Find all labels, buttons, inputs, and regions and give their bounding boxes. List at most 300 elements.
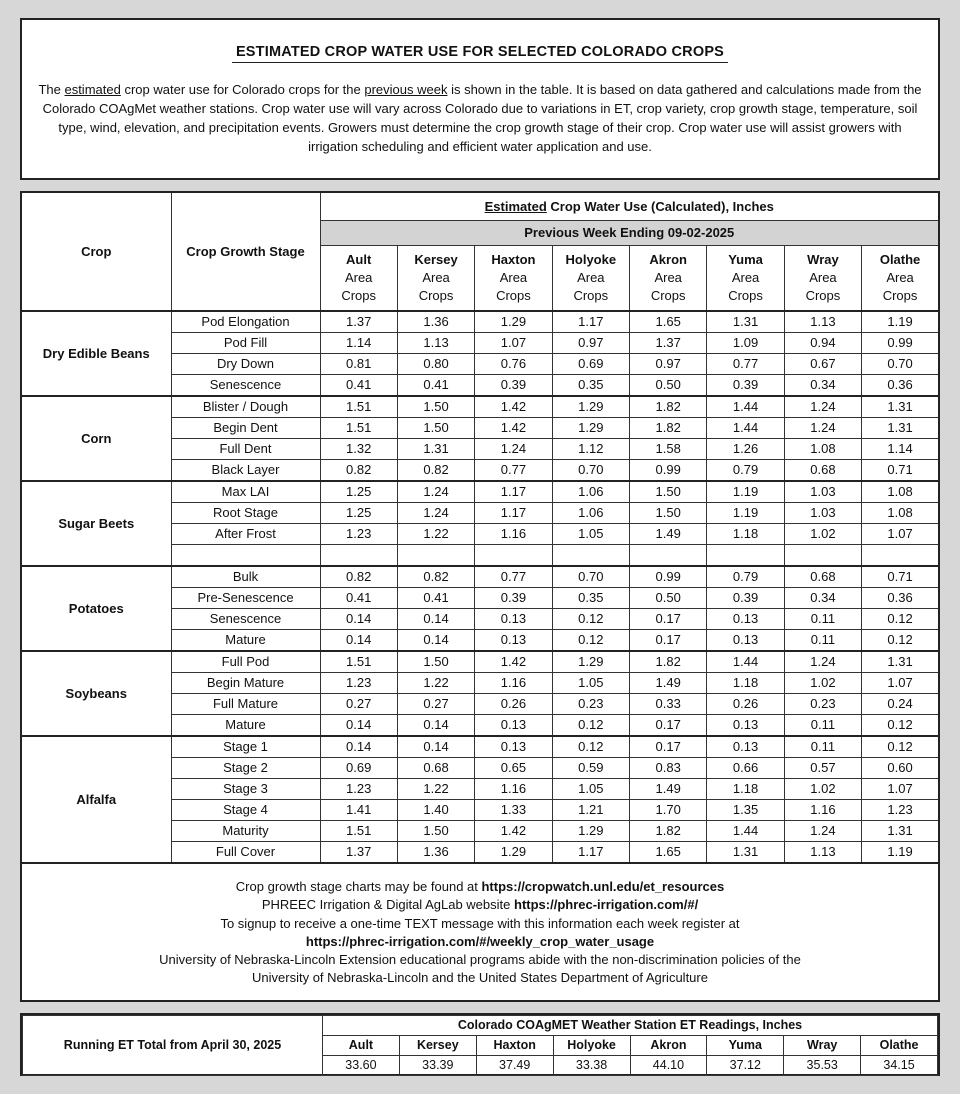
water-use-cell: 0.99 — [862, 333, 939, 354]
water-use-cell: 0.34 — [784, 588, 861, 609]
crop-name-cell: Potatoes — [21, 566, 171, 651]
location-crops-label: Crops — [882, 288, 918, 303]
water-use-cell: 1.42 — [475, 651, 552, 673]
page-title: ESTIMATED CROP WATER USE FOR SELECTED COLORADO CROPS — [22, 44, 938, 60]
water-use-cell: 1.17 — [475, 503, 552, 524]
et-location-yuma: Yuma — [707, 1036, 784, 1056]
water-use-cell: 1.51 — [320, 651, 397, 673]
water-use-cell: 1.50 — [397, 396, 474, 418]
water-use-cell: 0.13 — [707, 715, 784, 737]
water-use-cell: 0.11 — [784, 736, 861, 758]
water-use-cell: 1.09 — [707, 333, 784, 354]
water-use-cell: 0.24 — [862, 694, 939, 715]
water-use-cell: 1.19 — [707, 481, 784, 503]
et-value-cell: 37.12 — [707, 1056, 784, 1076]
water-use-cell: 1.17 — [552, 311, 629, 333]
water-use-cell: 0.12 — [552, 715, 629, 737]
water-use-cell: 1.18 — [707, 524, 784, 545]
water-use-cell: 1.65 — [630, 842, 707, 864]
water-use-cell: 0.79 — [707, 460, 784, 482]
water-use-cell: 1.02 — [784, 524, 861, 545]
location-name: Haxton — [491, 252, 536, 267]
water-use-cell: 1.14 — [320, 333, 397, 354]
water-use-cell: 1.36 — [397, 842, 474, 864]
water-use-cell: 0.12 — [552, 609, 629, 630]
water-use-cell: 0.83 — [630, 758, 707, 779]
table-row — [21, 396, 939, 418]
water-use-cell: 1.35 — [707, 800, 784, 821]
water-use-cell: 0.36 — [862, 375, 939, 397]
water-use-cell: 0.14 — [320, 715, 397, 737]
et-location-haxton: Haxton — [476, 1036, 553, 1056]
water-use-cell: 0.70 — [862, 354, 939, 375]
growth-stage-cell: Max LAI — [171, 481, 320, 503]
location-crops-label: Crops — [805, 288, 841, 303]
water-use-cell: 0.13 — [475, 715, 552, 737]
water-use-cell: 1.49 — [630, 524, 707, 545]
crop-name-cell: Dry Edible Beans — [21, 311, 171, 396]
water-use-cell: 0.14 — [320, 609, 397, 630]
water-use-cell: 1.58 — [630, 439, 707, 460]
water-use-cell: 0.17 — [630, 736, 707, 758]
header-panel — [20, 18, 940, 180]
water-use-cell: 0.35 — [552, 588, 629, 609]
et-value-cell: 44.10 — [630, 1056, 707, 1076]
water-use-cell: 0.11 — [784, 609, 861, 630]
et-value-cell: 33.39 — [399, 1056, 476, 1076]
water-use-cell: 1.42 — [475, 396, 552, 418]
week-ending-header: Previous Week Ending 09-02-2025 — [320, 221, 939, 246]
growth-stage-cell: Blister / Dough — [171, 396, 320, 418]
water-use-cell: 0.39 — [475, 588, 552, 609]
water-use-cell: 1.44 — [707, 418, 784, 439]
water-use-cell: 1.02 — [784, 779, 861, 800]
water-use-cell: 1.22 — [397, 524, 474, 545]
water-use-cell: 1.19 — [862, 311, 939, 333]
running-et-header: Colorado COAgMET Weather Station ET Readings, Inches — [323, 1016, 938, 1036]
water-use-cell: 0.12 — [862, 736, 939, 758]
water-use-cell: 1.29 — [552, 651, 629, 673]
water-use-cell: 1.37 — [630, 333, 707, 354]
water-use-cell: 0.70 — [552, 566, 629, 588]
water-use-cell: 1.21 — [552, 800, 629, 821]
water-use-cell: 1.24 — [784, 396, 861, 418]
water-use-cell: 1.24 — [397, 503, 474, 524]
water-use-cell: 1.82 — [630, 396, 707, 418]
water-use-cell: 1.16 — [475, 779, 552, 800]
water-use-cell: 0.26 — [475, 694, 552, 715]
water-use-cell: 0.69 — [320, 758, 397, 779]
water-use-cell: 0.70 — [552, 460, 629, 482]
water-use-cell: 1.23 — [320, 524, 397, 545]
location-header-ault — [320, 246, 397, 312]
water-use-cell: 0.17 — [630, 609, 707, 630]
water-use-cell: 1.31 — [862, 821, 939, 842]
water-use-cell: 1.50 — [397, 418, 474, 439]
et-value-cell: 35.53 — [784, 1056, 861, 1076]
water-use-cell: 0.65 — [475, 758, 552, 779]
et-location-olathe: Olathe — [861, 1036, 938, 1056]
water-use-cell: 1.50 — [397, 821, 474, 842]
water-use-cell: 1.08 — [862, 503, 939, 524]
location-area-label: Area — [577, 270, 605, 285]
location-crops-label: Crops — [496, 288, 531, 303]
water-use-cell: 0.39 — [707, 588, 784, 609]
growth-stage-cell: Pre-Senescence — [171, 588, 320, 609]
notes-line-policy-1: University of Nebraska-Lincoln Extension educational programs abide with the non-discrimination policies of the — [159, 952, 801, 968]
notes-panel — [20, 862, 940, 1002]
growth-stage-cell: Stage 2 — [171, 758, 320, 779]
water-use-cell: 0.12 — [552, 630, 629, 652]
water-use-cell: 0.14 — [397, 609, 474, 630]
location-name: Yuma — [728, 252, 763, 267]
location-crops-label: Crops — [341, 288, 377, 303]
water-use-cell: 0.66 — [707, 758, 784, 779]
water-use-cell: 1.26 — [707, 439, 784, 460]
water-use-cell: 0.77 — [475, 566, 552, 588]
running-et-label: Running ET Total from April 30, 2025 — [23, 1016, 323, 1076]
growth-stage-cell: Pod Elongation — [171, 311, 320, 333]
water-use-cell: 1.12 — [552, 439, 629, 460]
table-row — [21, 481, 939, 503]
water-use-cell: 0.33 — [630, 694, 707, 715]
water-use-cell: 0.14 — [320, 736, 397, 758]
running-et-panel — [20, 1013, 940, 1076]
table-row — [21, 566, 939, 588]
location-header-akron — [630, 246, 707, 312]
growth-stage-cell: Bulk — [171, 566, 320, 588]
crop-name-cell: Soybeans — [21, 651, 171, 736]
water-use-cell: 1.24 — [475, 439, 552, 460]
water-use-cell: 1.13 — [784, 311, 861, 333]
signup-link[interactable]: https://phrec-irrigation.com/#/weekly_crop_water_usage — [305, 933, 655, 949]
water-use-cell: 1.32 — [320, 439, 397, 460]
water-use-cell: 0.23 — [552, 694, 629, 715]
water-use-cell: 1.44 — [707, 821, 784, 842]
water-use-cell: 1.08 — [784, 439, 861, 460]
growth-stage-cell: Maturity — [171, 821, 320, 842]
notes-text — [32, 878, 928, 988]
growth-stage-cell: Stage 3 — [171, 779, 320, 800]
water-use-cell: 1.03 — [784, 481, 861, 503]
water-use-cell — [320, 545, 397, 567]
water-use-cell — [784, 545, 861, 567]
location-crops-label: Crops — [418, 288, 454, 303]
water-use-cell: 0.57 — [784, 758, 861, 779]
water-use-cell: 0.35 — [552, 375, 629, 397]
water-use-cell: 1.42 — [475, 821, 552, 842]
location-crops-label: Crops — [728, 288, 763, 303]
et-value-cell: 33.60 — [323, 1056, 400, 1076]
water-use-cell: 0.50 — [630, 588, 707, 609]
et-value-cell: 34.15 — [861, 1056, 938, 1076]
water-use-cell: 1.51 — [320, 821, 397, 842]
growth-stage-cell: Full Pod — [171, 651, 320, 673]
water-use-cell: 1.31 — [862, 418, 939, 439]
growth-stage-cell: Senescence — [171, 375, 320, 397]
water-use-cell: 0.13 — [707, 609, 784, 630]
et-value-cell: 33.38 — [553, 1056, 630, 1076]
water-use-cell: 0.17 — [630, 715, 707, 737]
water-use-cell: 0.34 — [784, 375, 861, 397]
water-use-cell: 0.13 — [707, 630, 784, 652]
location-header-kersey — [397, 246, 474, 312]
water-use-cell — [630, 545, 707, 567]
water-use-cell: 0.41 — [320, 588, 397, 609]
et-location-ault: Ault — [323, 1036, 400, 1056]
table-row — [21, 651, 939, 673]
water-use-cell: 1.22 — [397, 779, 474, 800]
table-row — [21, 736, 939, 758]
crop-name-cell: Sugar Beets — [21, 481, 171, 566]
water-use-cell: 1.82 — [630, 651, 707, 673]
location-header-haxton — [475, 246, 552, 312]
location-area-label: Area — [499, 270, 528, 285]
water-use-cell: 0.14 — [397, 630, 474, 652]
water-use-cell: 1.24 — [397, 481, 474, 503]
location-name: Akron — [649, 252, 687, 267]
water-use-cell: 1.37 — [320, 842, 397, 864]
et-location-akron: Akron — [630, 1036, 707, 1056]
water-use-cell: 1.17 — [552, 842, 629, 864]
water-use-cell: 0.68 — [397, 758, 474, 779]
water-use-cell: 1.25 — [320, 481, 397, 503]
cropwatch-link[interactable]: https://cropwatch.unl.edu/et_resources — [481, 879, 725, 894]
location-crops-label: Crops — [573, 288, 609, 303]
water-use-cell: 0.77 — [707, 354, 784, 375]
water-use-cell: 1.33 — [475, 800, 552, 821]
water-use-cell: 1.50 — [397, 651, 474, 673]
location-area-label: Area — [731, 270, 760, 285]
water-use-cell: 0.81 — [320, 354, 397, 375]
water-use-cell: 0.12 — [862, 609, 939, 630]
water-use-cell — [475, 545, 552, 567]
crop-water-table — [20, 191, 940, 864]
water-use-cell: 0.82 — [397, 460, 474, 482]
water-use-cell: 0.97 — [552, 333, 629, 354]
water-use-cell: 1.13 — [784, 842, 861, 864]
water-use-cell: 0.41 — [397, 588, 474, 609]
location-header-holyoke — [552, 246, 629, 312]
water-use-cell: 0.76 — [475, 354, 552, 375]
water-use-cell: 1.42 — [475, 418, 552, 439]
water-use-cell: 0.71 — [862, 566, 939, 588]
water-use-cell: 0.97 — [630, 354, 707, 375]
water-use-cell: 1.23 — [320, 673, 397, 694]
water-use-cell: 0.69 — [552, 354, 629, 375]
water-use-cell: 1.37 — [320, 311, 397, 333]
water-use-cell: 0.36 — [862, 588, 939, 609]
water-use-cell: 1.50 — [630, 503, 707, 524]
water-use-cell: 1.29 — [552, 396, 629, 418]
water-use-cell: 0.82 — [320, 566, 397, 588]
water-use-cell: 0.80 — [397, 354, 474, 375]
location-header-wray — [784, 246, 861, 312]
water-use-cell: 1.31 — [707, 311, 784, 333]
location-area-label: Area — [809, 270, 837, 285]
growth-stage-cell: Begin Dent — [171, 418, 320, 439]
location-header-olathe — [862, 246, 939, 312]
water-use-cell: 0.67 — [784, 354, 861, 375]
water-use-cell: 0.14 — [397, 736, 474, 758]
notes-line-phreec: PHREEC Irrigation & Digital AgLab website https://phrec-irrigation.com/#/ — [261, 897, 699, 913]
water-use-cell: 1.18 — [707, 779, 784, 800]
water-use-cell: 0.77 — [475, 460, 552, 482]
growth-stage-cell — [171, 545, 320, 567]
water-use-cell: 1.82 — [630, 418, 707, 439]
water-use-cell: 1.24 — [784, 821, 861, 842]
location-area-label: Area — [654, 270, 682, 285]
water-use-cell — [862, 545, 939, 567]
phreec-link[interactable]: https://phrec-irrigation.com/#/ — [514, 897, 699, 913]
location-area-label: Area — [886, 270, 914, 285]
water-use-cell: 0.41 — [397, 375, 474, 397]
location-name: Holyoke — [565, 252, 617, 267]
water-use-cell: 0.14 — [397, 715, 474, 737]
et-location-holyoke: Holyoke — [553, 1036, 630, 1056]
growth-stage-cell: Stage 1 — [171, 736, 320, 758]
crop-name-cell: Alfalfa — [21, 736, 171, 863]
water-use-cell: 1.31 — [397, 439, 474, 460]
water-use-cell: 0.27 — [320, 694, 397, 715]
water-use-cell: 1.07 — [862, 673, 939, 694]
water-use-cell: 0.11 — [784, 630, 861, 652]
crop-name-cell: Corn — [21, 396, 171, 481]
water-use-cell: 0.41 — [320, 375, 397, 397]
water-use-cell: 1.29 — [552, 821, 629, 842]
water-use-cell: 1.18 — [707, 673, 784, 694]
water-use-cell: 0.99 — [630, 566, 707, 588]
water-use-cell: 1.44 — [707, 651, 784, 673]
water-use-cell: 1.36 — [397, 311, 474, 333]
water-use-cell: 0.13 — [475, 736, 552, 758]
water-use-cell: 0.39 — [707, 375, 784, 397]
water-use-cell: 0.94 — [784, 333, 861, 354]
water-use-cell: 1.24 — [784, 418, 861, 439]
water-use-cell: 1.19 — [707, 503, 784, 524]
water-use-cell: 0.60 — [862, 758, 939, 779]
water-use-cell: 1.16 — [475, 524, 552, 545]
water-use-cell: 0.82 — [397, 566, 474, 588]
water-use-cell: 1.51 — [320, 418, 397, 439]
notes-line-signup: To signup to receive a one-time TEXT message with this information each week register at — [220, 915, 740, 931]
growth-stage-cell: Senescence — [171, 609, 320, 630]
water-use-cell: 1.51 — [320, 396, 397, 418]
water-use-cell: 1.05 — [552, 673, 629, 694]
location-header-yuma — [707, 246, 784, 312]
water-use-cell: 0.82 — [320, 460, 397, 482]
water-use-cell: 0.23 — [784, 694, 861, 715]
water-use-cell: 1.16 — [784, 800, 861, 821]
water-use-cell: 1.13 — [397, 333, 474, 354]
growth-stage-cell: Dry Down — [171, 354, 320, 375]
water-use-cell: 1.29 — [475, 842, 552, 864]
water-use-cell: 0.13 — [475, 630, 552, 652]
water-use-cell: 1.65 — [630, 311, 707, 333]
location-name: Wray — [807, 252, 839, 267]
water-use-cell: 1.14 — [862, 439, 939, 460]
growth-stage-cell: Black Layer — [171, 460, 320, 482]
water-use-cell: 0.13 — [475, 609, 552, 630]
water-use-cell: 1.07 — [475, 333, 552, 354]
water-use-cell — [397, 545, 474, 567]
water-use-cell: 1.82 — [630, 821, 707, 842]
water-use-cell: 0.12 — [552, 736, 629, 758]
water-use-cell: 1.07 — [862, 524, 939, 545]
estimated-water-use-header: Estimated Crop Water Use (Calculated), Inches — [320, 192, 939, 221]
water-use-cell: 1.41 — [320, 800, 397, 821]
water-use-cell: 1.23 — [320, 779, 397, 800]
notes-line-cropwatch: Crop growth stage charts may be found at https://cropwatch.unl.edu/et_resources — [235, 879, 725, 894]
water-use-cell: 1.16 — [475, 673, 552, 694]
water-use-cell: 1.31 — [707, 842, 784, 864]
et-value-cell: 37.49 — [476, 1056, 553, 1076]
table-row — [21, 311, 939, 333]
running-et-table — [22, 1015, 938, 1076]
water-use-cell: 1.02 — [784, 673, 861, 694]
water-use-cell: 1.22 — [397, 673, 474, 694]
water-use-cell: 0.71 — [862, 460, 939, 482]
growth-stage-cell: Stage 4 — [171, 800, 320, 821]
water-use-cell: 1.25 — [320, 503, 397, 524]
water-use-cell: 0.17 — [630, 630, 707, 652]
location-name: Olathe — [879, 252, 921, 267]
water-use-cell: 1.70 — [630, 800, 707, 821]
growth-stage-cell: After Frost — [171, 524, 320, 545]
water-use-cell: 1.29 — [552, 418, 629, 439]
water-use-cell: 0.68 — [784, 460, 861, 482]
growth-stage-cell: Full Cover — [171, 842, 320, 864]
water-use-cell: 0.13 — [707, 736, 784, 758]
intro-paragraph: The estimated crop water use for Colorado crops for the previous week is shown in the table. It is based on data gathered and calculations made from the Colorado COAgMet weather stations. Crop water use will vary across Colorado due to variations in ET, crop variety, crop growth stage, temperature, soil type, wind, elevation, and precipitation events. Growers must determine the crop growth stage of their crop. Crop water use will assist growers with irrigation scheduling and efficient water application and use. — [38, 82, 922, 154]
growth-stage-cell: Full Mature — [171, 694, 320, 715]
location-area-label: Area — [422, 270, 450, 285]
water-use-cell: 0.11 — [784, 715, 861, 737]
water-use-cell: 1.24 — [784, 651, 861, 673]
water-use-cell: 1.03 — [784, 503, 861, 524]
notes-line-policy-2: University of Nebraska-Lincoln and the United States Department of Agriculture — [252, 970, 708, 986]
water-use-cell: 0.68 — [784, 566, 861, 588]
location-area-label: Area — [344, 270, 373, 285]
water-use-cell — [707, 545, 784, 567]
water-use-cell: 0.27 — [397, 694, 474, 715]
growth-stage-cell: Full Dent — [171, 439, 320, 460]
column-header-crop: Crop — [21, 192, 171, 311]
water-use-cell: 0.99 — [630, 460, 707, 482]
water-use-cell: 1.29 — [475, 311, 552, 333]
growth-stage-cell: Mature — [171, 715, 320, 737]
water-use-cell: 1.31 — [862, 396, 939, 418]
water-use-cell: 0.12 — [862, 715, 939, 737]
water-use-cell: 0.39 — [475, 375, 552, 397]
water-use-cell: 1.40 — [397, 800, 474, 821]
water-use-cell: 1.05 — [552, 524, 629, 545]
water-use-cell: 1.05 — [552, 779, 629, 800]
water-use-cell: 1.23 — [862, 800, 939, 821]
water-use-cell: 1.07 — [862, 779, 939, 800]
et-location-wray: Wray — [784, 1036, 861, 1056]
location-name: Ault — [346, 252, 372, 267]
crop-table-body — [21, 311, 939, 863]
water-use-cell: 1.49 — [630, 779, 707, 800]
water-use-cell: 1.06 — [552, 503, 629, 524]
growth-stage-cell: Root Stage — [171, 503, 320, 524]
water-use-cell: 1.31 — [862, 651, 939, 673]
water-use-cell: 1.50 — [630, 481, 707, 503]
et-location-kersey: Kersey — [399, 1036, 476, 1056]
growth-stage-cell: Mature — [171, 630, 320, 652]
water-use-cell: 1.49 — [630, 673, 707, 694]
